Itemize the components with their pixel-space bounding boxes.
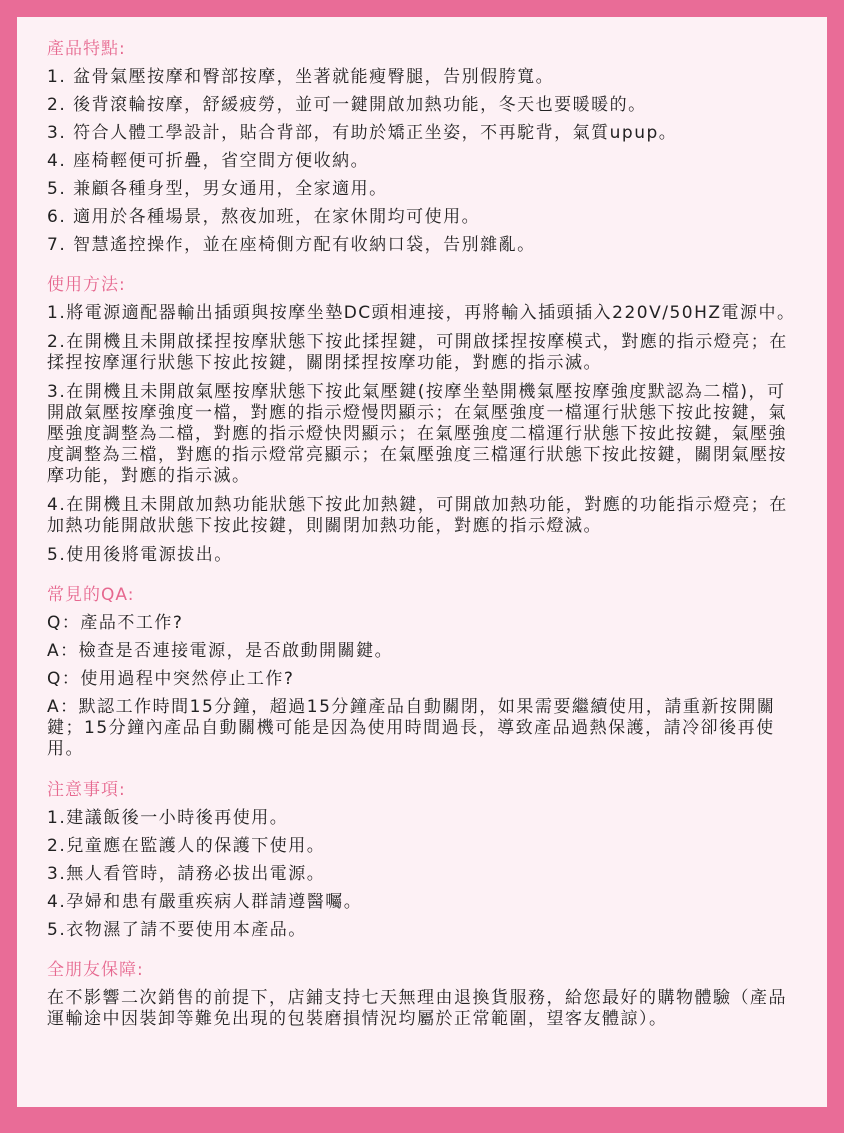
note-item: 3.無人看管時，請務必拔出電源。	[47, 864, 326, 884]
section-gap	[47, 259, 797, 271]
feature-item: 2. 後背滾輪按摩，舒緩疲勞，並可一鍵開啟加熱功能，冬天也要暖暖的。	[47, 95, 647, 115]
feature-item: 7. 智慧遙控操作，並在座椅側方配有收納口袋，告別雜亂。	[47, 235, 536, 255]
qa-answer: A：檢查是否連接電源，是否啟動開關鍵。	[47, 641, 394, 661]
feature-item: 1. 盆骨氣壓按摩和臀部按摩，坐著就能瘦臀腿，告別假胯寬。	[47, 67, 555, 87]
note-item: 1.建議飯後一小時後再使用。	[47, 808, 289, 828]
qa-section	[47, 581, 797, 764]
feature-item: 6. 適用於各種場景，熬夜加班，在家休閒均可使用。	[47, 207, 481, 227]
qa-list	[47, 609, 797, 764]
note-item: 4.孕婦和患有嚴重疾病人群請遵醫囑。	[47, 892, 363, 912]
usage-section	[47, 271, 797, 569]
usage-list	[47, 299, 797, 569]
qa-heading: 常見的QA:	[47, 585, 135, 605]
feature-item: 3. 符合人體工學設計，貼合背部，有助於矯正坐姿，不再駝背，氣質upup。	[47, 123, 678, 143]
guarantee-text: 在不影響二次銷售的前提下，店鋪支持七天無理由退換貨服務，給您最好的購物體驗（產品運輸途中因裝卸等難免出現的包裝磨損情況均屬於正常範圍，望客友體諒）。	[47, 988, 787, 1029]
notes-section	[47, 776, 797, 944]
usage-item: 1.將電源適配器輸出插頭與按摩坐墊DC頭相連接，再將輸入插頭插入220V/50HZ電源中。	[47, 303, 796, 323]
usage-item: 4.在開機且未開啟加熱功能狀態下按此加熱鍵，可開啟加熱功能，對應的功能指示燈亮；在加熱功能開啟狀態下按此按鍵，則關閉加熱功能，對應的指示燈滅。	[47, 495, 788, 536]
usage-item: 5.使用後將電源拔出。	[47, 545, 233, 565]
feature-item: 5. 兼顧各種身型，男女通用，全家適用。	[47, 179, 388, 199]
section-gap	[47, 944, 797, 956]
guarantee-heading: 全朋友保障:	[47, 960, 144, 980]
section-gap	[47, 764, 797, 776]
features-list	[47, 63, 797, 259]
qa-question: Q：產品不工作?	[47, 613, 184, 633]
content-panel	[17, 17, 827, 1107]
feature-item: 4. 座椅輕便可折疊，省空間方便收納。	[47, 151, 370, 171]
note-item: 5.衣物濕了請不要使用本產品。	[47, 920, 307, 940]
usage-item: 2.在開機且未開啟揉捏按摩狀態下按此揉捏鍵，可開啟揉捏按摩模式，對應的指示燈亮；在揉捏按摩運行狀態下按此按鍵，關閉揉捏按摩功能，對應的指示滅。	[47, 332, 788, 373]
notes-list	[47, 804, 797, 944]
features-heading: 產品特點:	[47, 39, 126, 59]
features-section	[47, 35, 797, 259]
usage-heading: 使用方法:	[47, 275, 126, 295]
section-gap	[47, 569, 797, 581]
qa-question: Q：使用過程中突然停止工作?	[47, 669, 295, 689]
usage-item: 3.在開機且未開啟氣壓按摩狀態下按此氣壓鍵(按摩坐墊開機氣壓按摩強度默認為二檔)，可開啟氣壓按摩強度一檔，對應的指示燈慢閃顯示；在氣壓強度一檔運行狀態下按此按鍵，氣壓強度調整為二檔，對應的指示燈快閃顯示；在氣壓強度二檔運行狀態下按此按鍵，氣壓強度調整為三檔，對應的指示燈常亮顯示；在氣壓強度三檔運行狀態下按此按鍵，關閉氣壓按摩功能，對應的指示滅。	[47, 382, 787, 486]
qa-answer: A：默認工作時間15分鐘，超過15分鐘產品自動關閉，如果需要繼續使用，請重新按開關鍵；15分鐘內產品自動關機可能是因為使用時間過長，導致產品過熱保護，請冷卻後再使用。	[47, 697, 776, 759]
note-item: 2.兒童應在監護人的保護下使用。	[47, 836, 326, 856]
notes-heading: 注意事項:	[47, 780, 126, 800]
guarantee-section	[47, 956, 797, 1034]
